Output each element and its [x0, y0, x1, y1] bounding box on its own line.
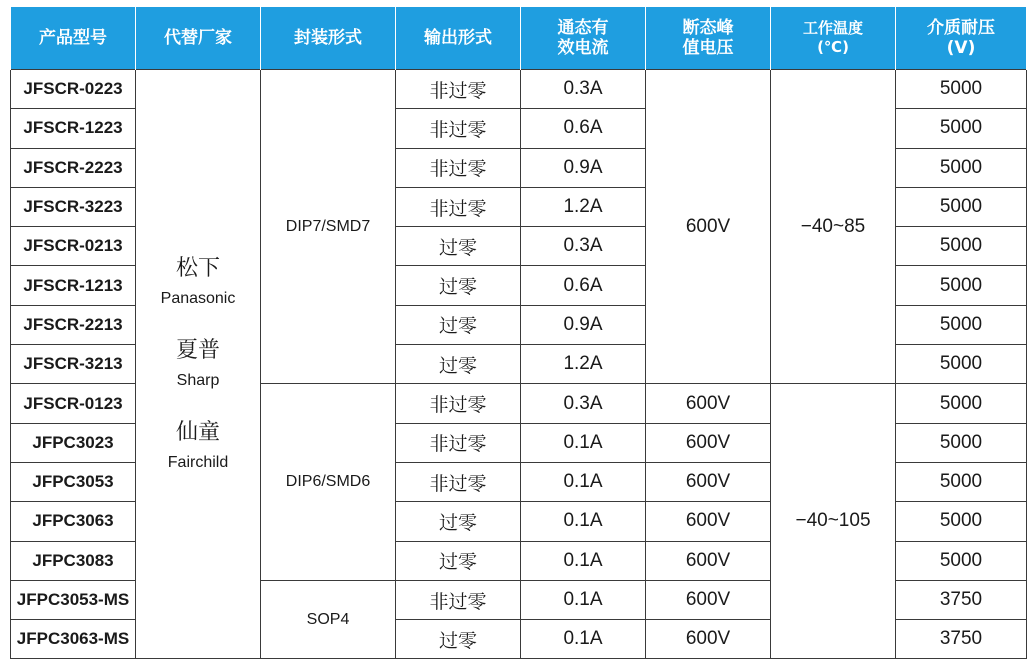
model-cell: JFSCR-0213	[11, 227, 136, 266]
dielectric-cell: 5000	[896, 541, 1027, 580]
output-cell: 非过零	[396, 70, 521, 109]
manufacturer-cn-name: 松下	[175, 256, 220, 282]
manufacturer-en-name: Fairchild	[167, 454, 229, 472]
header-temp-line1: 工作温度	[802, 19, 863, 37]
manufacturer-cn-name: 夏普	[175, 338, 220, 364]
model-cell: JFPC3083	[11, 541, 136, 580]
voltage-cell: 600V	[646, 502, 771, 541]
package-cell: DIP6/SMD6	[261, 384, 396, 580]
dielectric-cell: 5000	[896, 305, 1027, 344]
dielectric-cell: 5000	[896, 109, 1027, 148]
temp-cell-bottom: −40~105	[771, 384, 896, 659]
manufacturer-en-name: Sharp	[176, 372, 220, 390]
current-cell: 0.1A	[521, 502, 646, 541]
header-manufacturer: 代替厂家	[136, 7, 261, 70]
dielectric-cell: 5000	[896, 70, 1027, 109]
voltage-cell: 600V	[646, 384, 771, 423]
header-current	[521, 7, 646, 70]
current-cell: 0.1A	[521, 423, 646, 462]
table-header-row	[11, 7, 1027, 70]
spec-table-wrapper	[10, 7, 1026, 659]
header-dielectric-line1: 介质耐压	[927, 18, 995, 38]
output-cell: 过零	[396, 541, 521, 580]
output-cell: 过零	[396, 620, 521, 659]
model-cell: JFPC3023	[11, 423, 136, 462]
temp-cell-top: −40~85	[771, 70, 896, 384]
current-cell: 0.9A	[521, 148, 646, 187]
dielectric-cell: 5000	[896, 148, 1027, 187]
dielectric-cell: 5000	[896, 384, 1027, 423]
output-cell: 过零	[396, 345, 521, 384]
package-cell: SOP4	[261, 580, 396, 659]
current-cell: 0.1A	[521, 462, 646, 501]
dielectric-cell: 5000	[896, 502, 1027, 541]
header-voltage-line2: 值电压	[682, 38, 734, 58]
voltage-cell: 600V	[646, 462, 771, 501]
current-cell: 1.2A	[521, 345, 646, 384]
model-cell: JFSCR-0123	[11, 384, 136, 423]
product-spec-table	[10, 7, 1027, 659]
dielectric-cell: 3750	[896, 620, 1027, 659]
model-cell: JFSCR-0223	[11, 70, 136, 109]
header-package: 封装形式	[261, 7, 396, 70]
header-model: 产品型号	[11, 7, 136, 70]
model-cell: JFSCR-1213	[11, 266, 136, 305]
current-cell: 0.1A	[521, 620, 646, 659]
model-cell: JFSCR-2223	[11, 148, 136, 187]
current-cell: 0.1A	[521, 580, 646, 619]
current-cell: 0.3A	[521, 227, 646, 266]
output-cell: 非过零	[396, 423, 521, 462]
output-cell: 过零	[396, 502, 521, 541]
output-cell: 非过零	[396, 148, 521, 187]
manufacturer-cell	[136, 70, 261, 659]
model-cell: JFPC3063	[11, 502, 136, 541]
model-cell: JFSCR-1223	[11, 109, 136, 148]
model-cell: JFPC3053-MS	[11, 580, 136, 619]
header-voltage	[646, 7, 771, 70]
manufacturer-en-name: Panasonic	[160, 290, 236, 308]
output-cell: 非过零	[396, 109, 521, 148]
dielectric-cell: 3750	[896, 580, 1027, 619]
voltage-cell: 600V	[646, 620, 771, 659]
dielectric-cell: 5000	[896, 345, 1027, 384]
output-cell: 过零	[396, 305, 521, 344]
dielectric-cell: 5000	[896, 423, 1027, 462]
current-cell: 1.2A	[521, 187, 646, 226]
manufacturer-sharp	[136, 336, 260, 392]
dielectric-cell: 5000	[896, 462, 1027, 501]
output-cell: 非过零	[396, 462, 521, 501]
current-cell: 0.3A	[521, 70, 646, 109]
dielectric-cell: 5000	[896, 227, 1027, 266]
manufacturer-fairchild	[136, 418, 260, 474]
current-cell: 0.1A	[521, 541, 646, 580]
header-output: 输出形式	[396, 7, 521, 70]
model-cell: JFPC3053	[11, 462, 136, 501]
voltage-cell: 600V	[646, 423, 771, 462]
model-cell: JFSCR-3223	[11, 187, 136, 226]
voltage-cell: 600V	[646, 541, 771, 580]
model-cell: JFPC3063-MS	[11, 620, 136, 659]
output-cell: 非过零	[396, 187, 521, 226]
header-current-line1: 通态有	[557, 18, 609, 38]
dielectric-cell: 5000	[896, 187, 1027, 226]
output-cell: 过零	[396, 227, 521, 266]
output-cell: 非过零	[396, 384, 521, 423]
header-dielectric-line2: (V)	[946, 38, 976, 58]
voltage-cell-merged: 600V	[646, 70, 771, 384]
model-cell: JFSCR-3213	[11, 345, 136, 384]
header-current-line2: 效电流	[557, 38, 609, 58]
package-cell: DIP7/SMD7	[261, 70, 396, 384]
current-cell: 0.9A	[521, 305, 646, 344]
header-temp	[771, 7, 896, 70]
output-cell: 非过零	[396, 580, 521, 619]
current-cell: 0.6A	[521, 109, 646, 148]
header-voltage-line1: 断态峰	[682, 18, 734, 38]
output-cell: 过零	[396, 266, 521, 305]
current-cell: 0.6A	[521, 266, 646, 305]
table-row	[11, 70, 1027, 109]
voltage-cell: 600V	[646, 580, 771, 619]
model-cell: JFSCR-2213	[11, 305, 136, 344]
header-dielectric	[896, 7, 1027, 70]
manufacturer-panasonic	[136, 254, 260, 310]
manufacturer-cn-name: 仙童	[175, 420, 220, 446]
current-cell: 0.3A	[521, 384, 646, 423]
header-temp-line2: (℃)	[817, 38, 849, 56]
dielectric-cell: 5000	[896, 266, 1027, 305]
